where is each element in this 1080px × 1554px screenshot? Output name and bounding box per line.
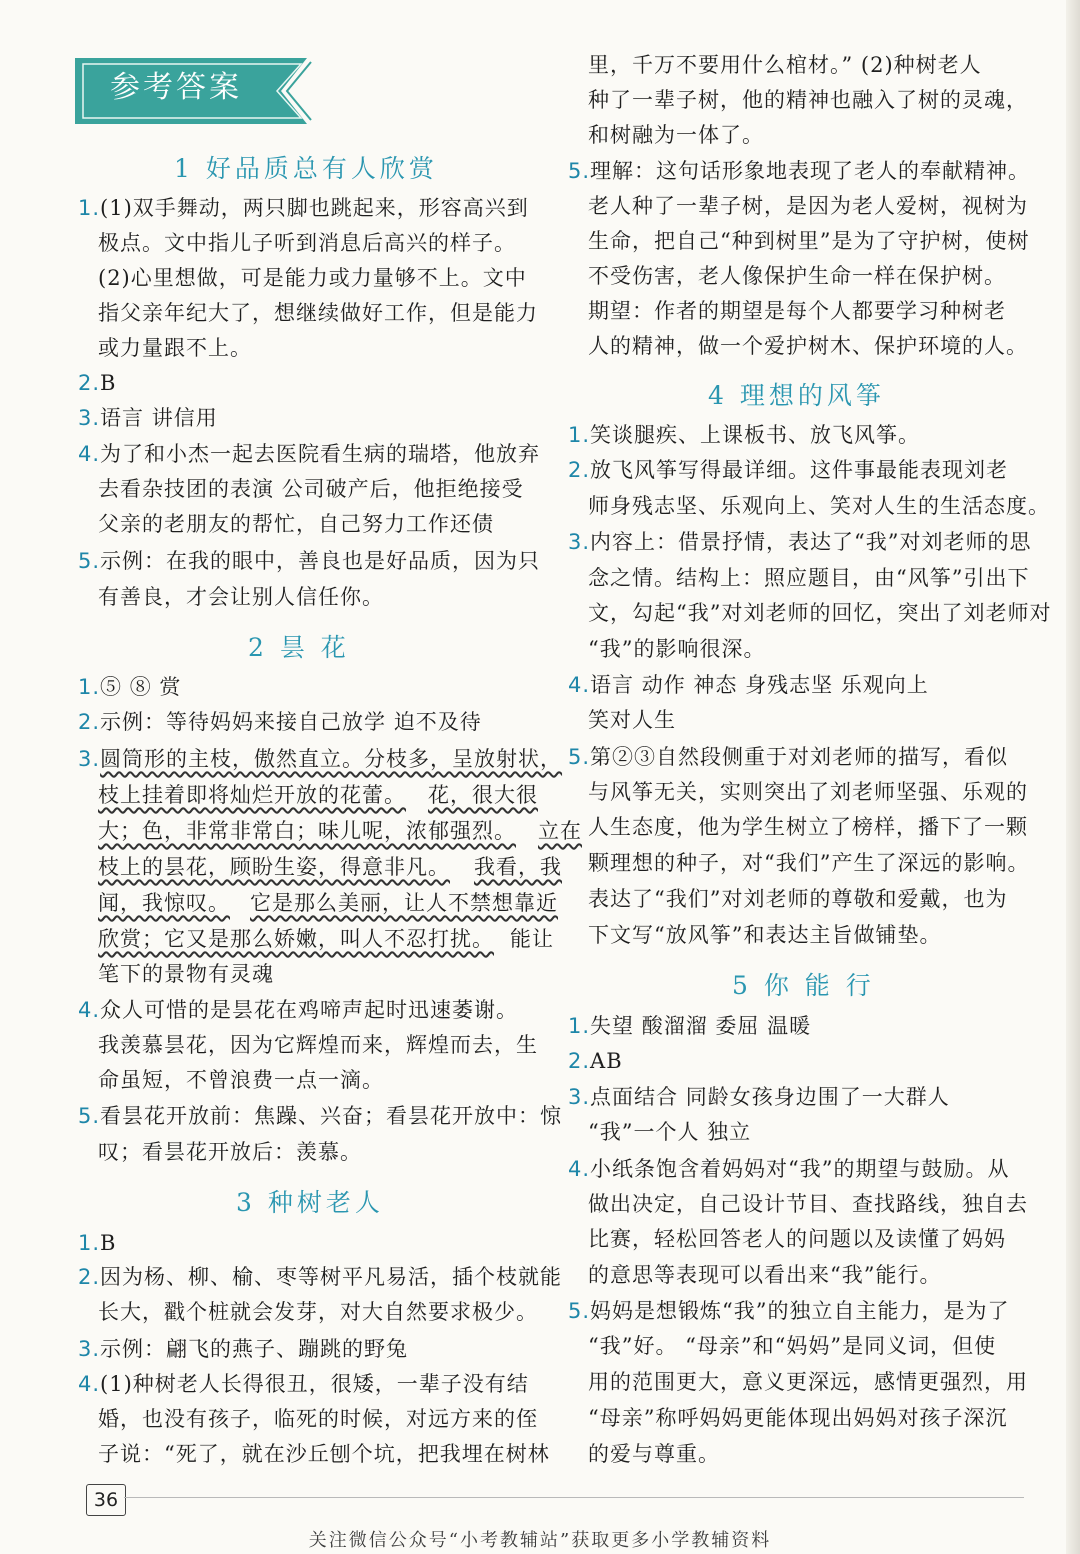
answer-line: 我羡慕昙花，因为它辉煌而来，辉煌而去，生	[98, 1033, 538, 1057]
item-number: 4.	[568, 1157, 591, 1181]
item-number: 2.	[568, 458, 591, 482]
item-number: 5.	[568, 745, 591, 769]
answer-line: 极点。文中指儿子听到消息后高兴的样子。	[98, 231, 516, 255]
item-number: 1.	[568, 423, 591, 447]
answer-line: 婚，也没有孩子，临死的时候，对远方来的侄	[98, 1407, 538, 1431]
answer-line: 下文写“放风筝”和表达主旨做铺垫。	[588, 923, 942, 947]
answer-text: B	[100, 371, 117, 395]
underlined-text: 欣赏；它又是那么娇嫩，叫人不忍打扰。	[98, 927, 494, 951]
answer-line	[568, 1044, 623, 1078]
answer-text: (1)种树老人长得很丑，很矮，一辈子没有结	[100, 1372, 529, 1396]
answer-line	[98, 922, 554, 956]
item-number: 2.	[78, 371, 101, 395]
heading-lesson-4: 4 理想的风筝	[708, 381, 885, 410]
answer-line: 指父亲年纪大了，想继续做好工作，但是能力	[98, 301, 538, 325]
answer-line: 文，勾起“我”对刘老师的回忆，突出了刘老师对	[588, 601, 1052, 625]
item-number: 5.	[568, 159, 591, 183]
answer-text: AB	[590, 1049, 623, 1073]
answer-text: 内容上：借景抒情，表达了“我”对刘老师的思	[590, 530, 1032, 554]
item-number: 4.	[78, 442, 101, 466]
item-number: 4.	[78, 1372, 101, 1396]
answer-line: 命虽短，不曾浪费一点一滴。	[98, 1068, 384, 1092]
answer-line: 笑对人生	[588, 708, 676, 732]
answer-text: 第②③自然段侧重于对刘老师的描写，看似	[590, 745, 1009, 769]
answer-line	[78, 670, 181, 704]
answer-line	[568, 453, 1008, 487]
item-number: 5.	[568, 1299, 591, 1323]
footer-note: 关注微信公众号“小考教辅站”获取更多小学教辅资料	[308, 1530, 772, 1551]
answer-line: 人的精神，做一个爱护树木、保护环境的人。	[588, 334, 1028, 358]
underlined-text: 立在	[538, 819, 582, 843]
answer-line	[78, 1099, 562, 1133]
answer-text: 妈妈是想锻炼“我”的独立自主能力，是为了	[590, 1299, 1010, 1323]
answer-line: 的意思等表现可以看出来“我”能行。	[588, 1263, 942, 1287]
answer-line	[568, 525, 1032, 559]
answer-line: “我”一个人 独立	[588, 1120, 752, 1144]
answer-line	[98, 778, 538, 812]
answer-line	[98, 886, 558, 920]
banner-title: 参考答案	[110, 70, 242, 105]
heading-lesson-5: 5 你 能 行	[732, 971, 875, 1000]
answer-line: 人生态度，他为学生树立了榜样，播下了一颗	[588, 815, 1028, 839]
answer-line	[568, 740, 1008, 774]
answer-text: 众人可惜的是昙花在鸡啼声起时迅速萎谢。	[100, 998, 519, 1022]
answer-text: B	[100, 1231, 117, 1255]
answer-line: 师身残志坚、乐观向上、笑对人生的生活态度。	[588, 494, 1050, 518]
answer-line: 叹；看昙花开放后：羡慕。	[98, 1140, 362, 1164]
answer-line	[78, 742, 562, 776]
answer-line: 有善良，才会让别人信任你。	[98, 585, 384, 609]
answer-text: 语言 讲信用	[100, 406, 218, 430]
answer-text: 示例：翩飞的燕子、蹦跳的野兔	[100, 1337, 409, 1361]
answer-line	[98, 814, 582, 848]
answer-text: ⑤ ⑧ 赏	[100, 675, 182, 699]
answer-text: (1)双手舞动，两只脚也跳起来，形容高兴到	[100, 196, 529, 220]
item-number: 2.	[568, 1049, 591, 1073]
answer-text: 示例：在我的眼中，善良也是好品质，因为只	[100, 549, 541, 573]
item-number: 1.	[568, 1014, 591, 1038]
answer-line: “我”好。 “母亲”和“妈妈”是同义词，但使	[588, 1334, 997, 1358]
answer-line: 与风筝无关，实则突出了刘老师坚强、乐观的	[588, 780, 1028, 804]
answer-text: 为了和小杰一起去医院看生病的瑞塔，他放弃	[100, 442, 541, 466]
answer-line: 去看杂技团的表演 公司破产后，他拒绝接受	[98, 477, 524, 501]
heading-lesson-2: 2 昙 花	[248, 633, 350, 662]
answer-line	[78, 366, 116, 400]
answer-line	[568, 154, 1030, 188]
answer-line	[78, 705, 482, 739]
underlined-text: 圆筒形的主枝，傲然直立。分枝多，呈放射状，	[100, 747, 563, 771]
answer-line	[568, 1152, 1010, 1186]
item-number: 3.	[78, 747, 101, 771]
answer-line: 笔下的景物有灵魂	[98, 962, 274, 986]
page-number: 36	[86, 1484, 126, 1516]
answer-line	[78, 401, 218, 435]
answer-line: 用的范围更大，意义更深远，感情更强烈，用	[588, 1370, 1028, 1394]
answer-line	[78, 191, 529, 225]
answer-line: 表达了“我们”对刘老师的尊敬和爱戴，也为	[588, 887, 1008, 911]
answer-line: 里，千万不要用什么棺材。” (2)种树老人	[588, 53, 982, 77]
item-number: 2.	[78, 710, 101, 734]
answer-text: 点面结合 同龄女孩身边围了一大群人	[590, 1085, 950, 1109]
underlined-text: 大；色，非常非常白；味儿呢，浓郁强烈。	[98, 819, 516, 843]
answer-text: 示例：等待妈妈来接自己放学 迫不及待	[100, 710, 482, 734]
answer-line: 不受伤害，老人像保护生命一样在保护树。	[588, 264, 1006, 288]
page-edge	[1066, 0, 1080, 1554]
answer-text: 理解：这句话形象地表现了老人的奉献精神。	[590, 159, 1031, 183]
answer-line	[78, 1260, 562, 1294]
item-number: 3.	[78, 406, 101, 430]
answer-line: 或力量跟不上。	[98, 336, 252, 360]
answer-line: “母亲”称呼妈妈更能体现出妈妈对孩子深沉	[588, 1406, 1008, 1430]
answer-line: 老人种了一辈子树，是因为老人爱树，视树为	[588, 194, 1028, 218]
item-number: 5.	[78, 1104, 101, 1128]
item-number: 1.	[78, 1231, 101, 1255]
answer-line	[78, 437, 540, 471]
answer-line: 比赛，轻松回答老人的问题以及读懂了妈妈	[588, 1227, 1006, 1251]
answer-line: (2)心里想做，可是能力或力量够不上。文中	[98, 266, 527, 290]
answer-text: 看昙花开放前：焦躁、兴奋；看昙花开放中：惊	[100, 1104, 563, 1128]
answer-text: 小纸条饱含着妈妈对“我”的期望与鼓励。从	[590, 1157, 1010, 1181]
answer-line	[78, 1226, 116, 1260]
underlined-text: 枝上挂着即将灿烂开放的花蕾。	[98, 783, 406, 807]
answer-line	[78, 993, 518, 1027]
answer-line: 做出决定，自己设计节目、查找路线，独自去	[588, 1192, 1028, 1216]
answer-line: 的爱与尊重。	[588, 1442, 720, 1466]
answer-line	[78, 1367, 529, 1401]
heading-lesson-1: 1 好品质总有人欣赏	[174, 154, 438, 183]
answer-text: 失望 酸溜溜 委屈 温暖	[590, 1014, 812, 1038]
answer-line: 期望：作者的期望是每个人都要学习种树老	[588, 299, 1006, 323]
answer-line: 和树融为一体了。	[588, 123, 764, 147]
answer-line	[78, 544, 540, 578]
item-number: 1.	[78, 196, 101, 220]
underlined-text: 我看，我	[474, 855, 562, 879]
page-rule	[124, 1497, 1024, 1498]
answer-line: 子说：“死了，就在沙丘刨个坑，把我埋在树林	[98, 1442, 550, 1466]
answer-text: 因为杨、柳、榆、枣等树平凡易活，插个枝就能	[100, 1265, 563, 1289]
item-number: 2.	[78, 1265, 101, 1289]
item-number: 3.	[568, 530, 591, 554]
answer-text: 语言 动作 神态 身残志坚 乐观向上	[590, 673, 929, 697]
answer-line: 生命，把自己“种到树里”是为了守护树，使树	[588, 229, 1030, 253]
item-number: 3.	[78, 1337, 101, 1361]
item-number: 1.	[78, 675, 101, 699]
answer-line	[568, 1009, 811, 1043]
item-number: 5.	[78, 549, 101, 573]
answer-text: 能让	[510, 927, 554, 951]
answer-line: 长大，戳个桩就会发芽，对大自然要求极少。	[98, 1300, 538, 1324]
answer-line	[568, 418, 920, 452]
answer-line	[78, 1332, 408, 1366]
underlined-text: 它是那么美丽，让人不禁想靠近	[250, 891, 558, 915]
underlined-text: 花，很大很	[428, 783, 538, 807]
answer-text: 放飞风筝写得最详细。这件事最能表现刘老	[590, 458, 1009, 482]
answer-line: 念之情。结构上：照应题目，由“风筝”引出下	[588, 566, 1030, 590]
item-number: 3.	[568, 1085, 591, 1109]
underlined-text: 枝上的昙花，顾盼生姿，得意非凡。	[98, 855, 450, 879]
answer-line: 父亲的老朋友的帮忙，自己努力工作还债	[98, 512, 494, 536]
answer-line: “我”的影响很深。	[588, 637, 766, 661]
answer-line	[568, 1080, 950, 1114]
answer-line: 颗理想的种子，对“我们”产生了深远的影响。	[588, 851, 1030, 875]
answer-text: 笑谈腿疾、上课板书、放飞风筝。	[590, 423, 921, 447]
answer-line: 种了一辈子树，他的精神也融入了树的灵魂，	[588, 88, 1028, 112]
underlined-text: 闻，我惊叹。	[98, 891, 230, 915]
answer-line	[98, 850, 562, 884]
item-number: 4.	[78, 998, 101, 1022]
answer-line	[568, 668, 929, 702]
heading-lesson-3: 3 种树老人	[236, 1188, 384, 1217]
item-number: 4.	[568, 673, 591, 697]
answer-line	[568, 1294, 1010, 1328]
